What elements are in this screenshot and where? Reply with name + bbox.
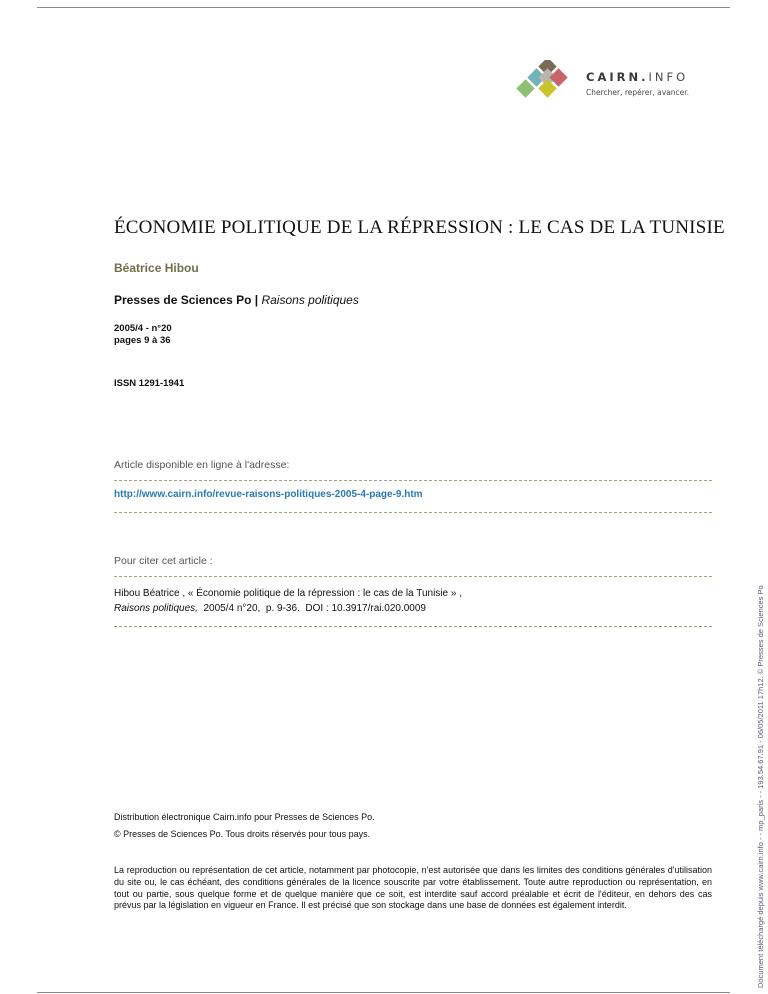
article-url-link[interactable]: http://www.cairn.info/revue-raisons-politiques-2005-4-page-9.htm: [114, 489, 423, 500]
download-watermark: Document téléchargé depuis www.cairn.info - - mp_paris - - 193.54.67.91 - 06/05/2011 17h12. © Presses de Sciences Po: [756, 585, 765, 988]
bottom-rule: [37, 992, 730, 993]
citation-details: 2005/4 n°20, p. 9-36. DOI : 10.3917/rai.020.0009: [197, 603, 426, 614]
cairn-logo-icon[interactable]: [512, 60, 732, 110]
divider: [114, 480, 712, 481]
page-range: pages 9 à 36: [114, 335, 171, 346]
logo-wordmark: CAIRN.INFO: [586, 70, 689, 84]
legal-notice: La reproduction ou représentation de cet article, notamment par photocopie, n'est autorisée que dans les limites des conditions générales d'utilisation du site ou, le cas échéant, des conditions générales de la licence souscrite par votre établissement. Toute autre reproduction ou représentation, en tout ou partie, sous quelque forme et de quelque manière que ce soit, est interdite sauf accord préalable et écrit de l'éditeur, en dehors des cas prévus par la législation en vigueur en France. Il est précisé que son stockage dans une base de données est également interdit.: [114, 865, 712, 911]
divider: [114, 512, 712, 513]
logo-tagline: Chercher, repérer, avancer.: [586, 88, 690, 97]
distribution-note: Distribution électronique Cairn.info pour Presses de Sciences Po.: [114, 812, 375, 822]
publisher-line: [114, 293, 359, 307]
cite-label: Pour citer cet article :: [114, 555, 213, 567]
citation: [114, 586, 462, 616]
issue-info: [114, 323, 172, 347]
divider: [114, 626, 712, 627]
online-label: Article disponible en ligne à l'adresse:: [114, 459, 290, 471]
copyright-note: © Presses de Sciences Po. Tous droits réservés pour tous pays.: [114, 829, 371, 839]
divider: [114, 576, 712, 577]
journal-name: Raisons politiques: [261, 293, 359, 307]
issn: ISSN 1291-1941: [114, 378, 185, 389]
citation-journal: Raisons politiques,: [114, 603, 198, 614]
top-rule: [37, 7, 730, 8]
publisher-name: Presses de Sciences Po |: [114, 293, 259, 307]
article-title: ÉCONOMIE POLITIQUE DE LA RÉPRESSION : LE CAS DE LA TUNISIE: [114, 217, 725, 238]
citation-line-2: [114, 601, 462, 616]
citation-line-1: Hibou Béatrice , « Économie politique de la répression : le cas de la Tunisie » ,: [114, 588, 462, 599]
issue-number: 2005/4 - n°20: [114, 323, 172, 334]
article-author[interactable]: Béatrice Hibou: [114, 261, 199, 275]
